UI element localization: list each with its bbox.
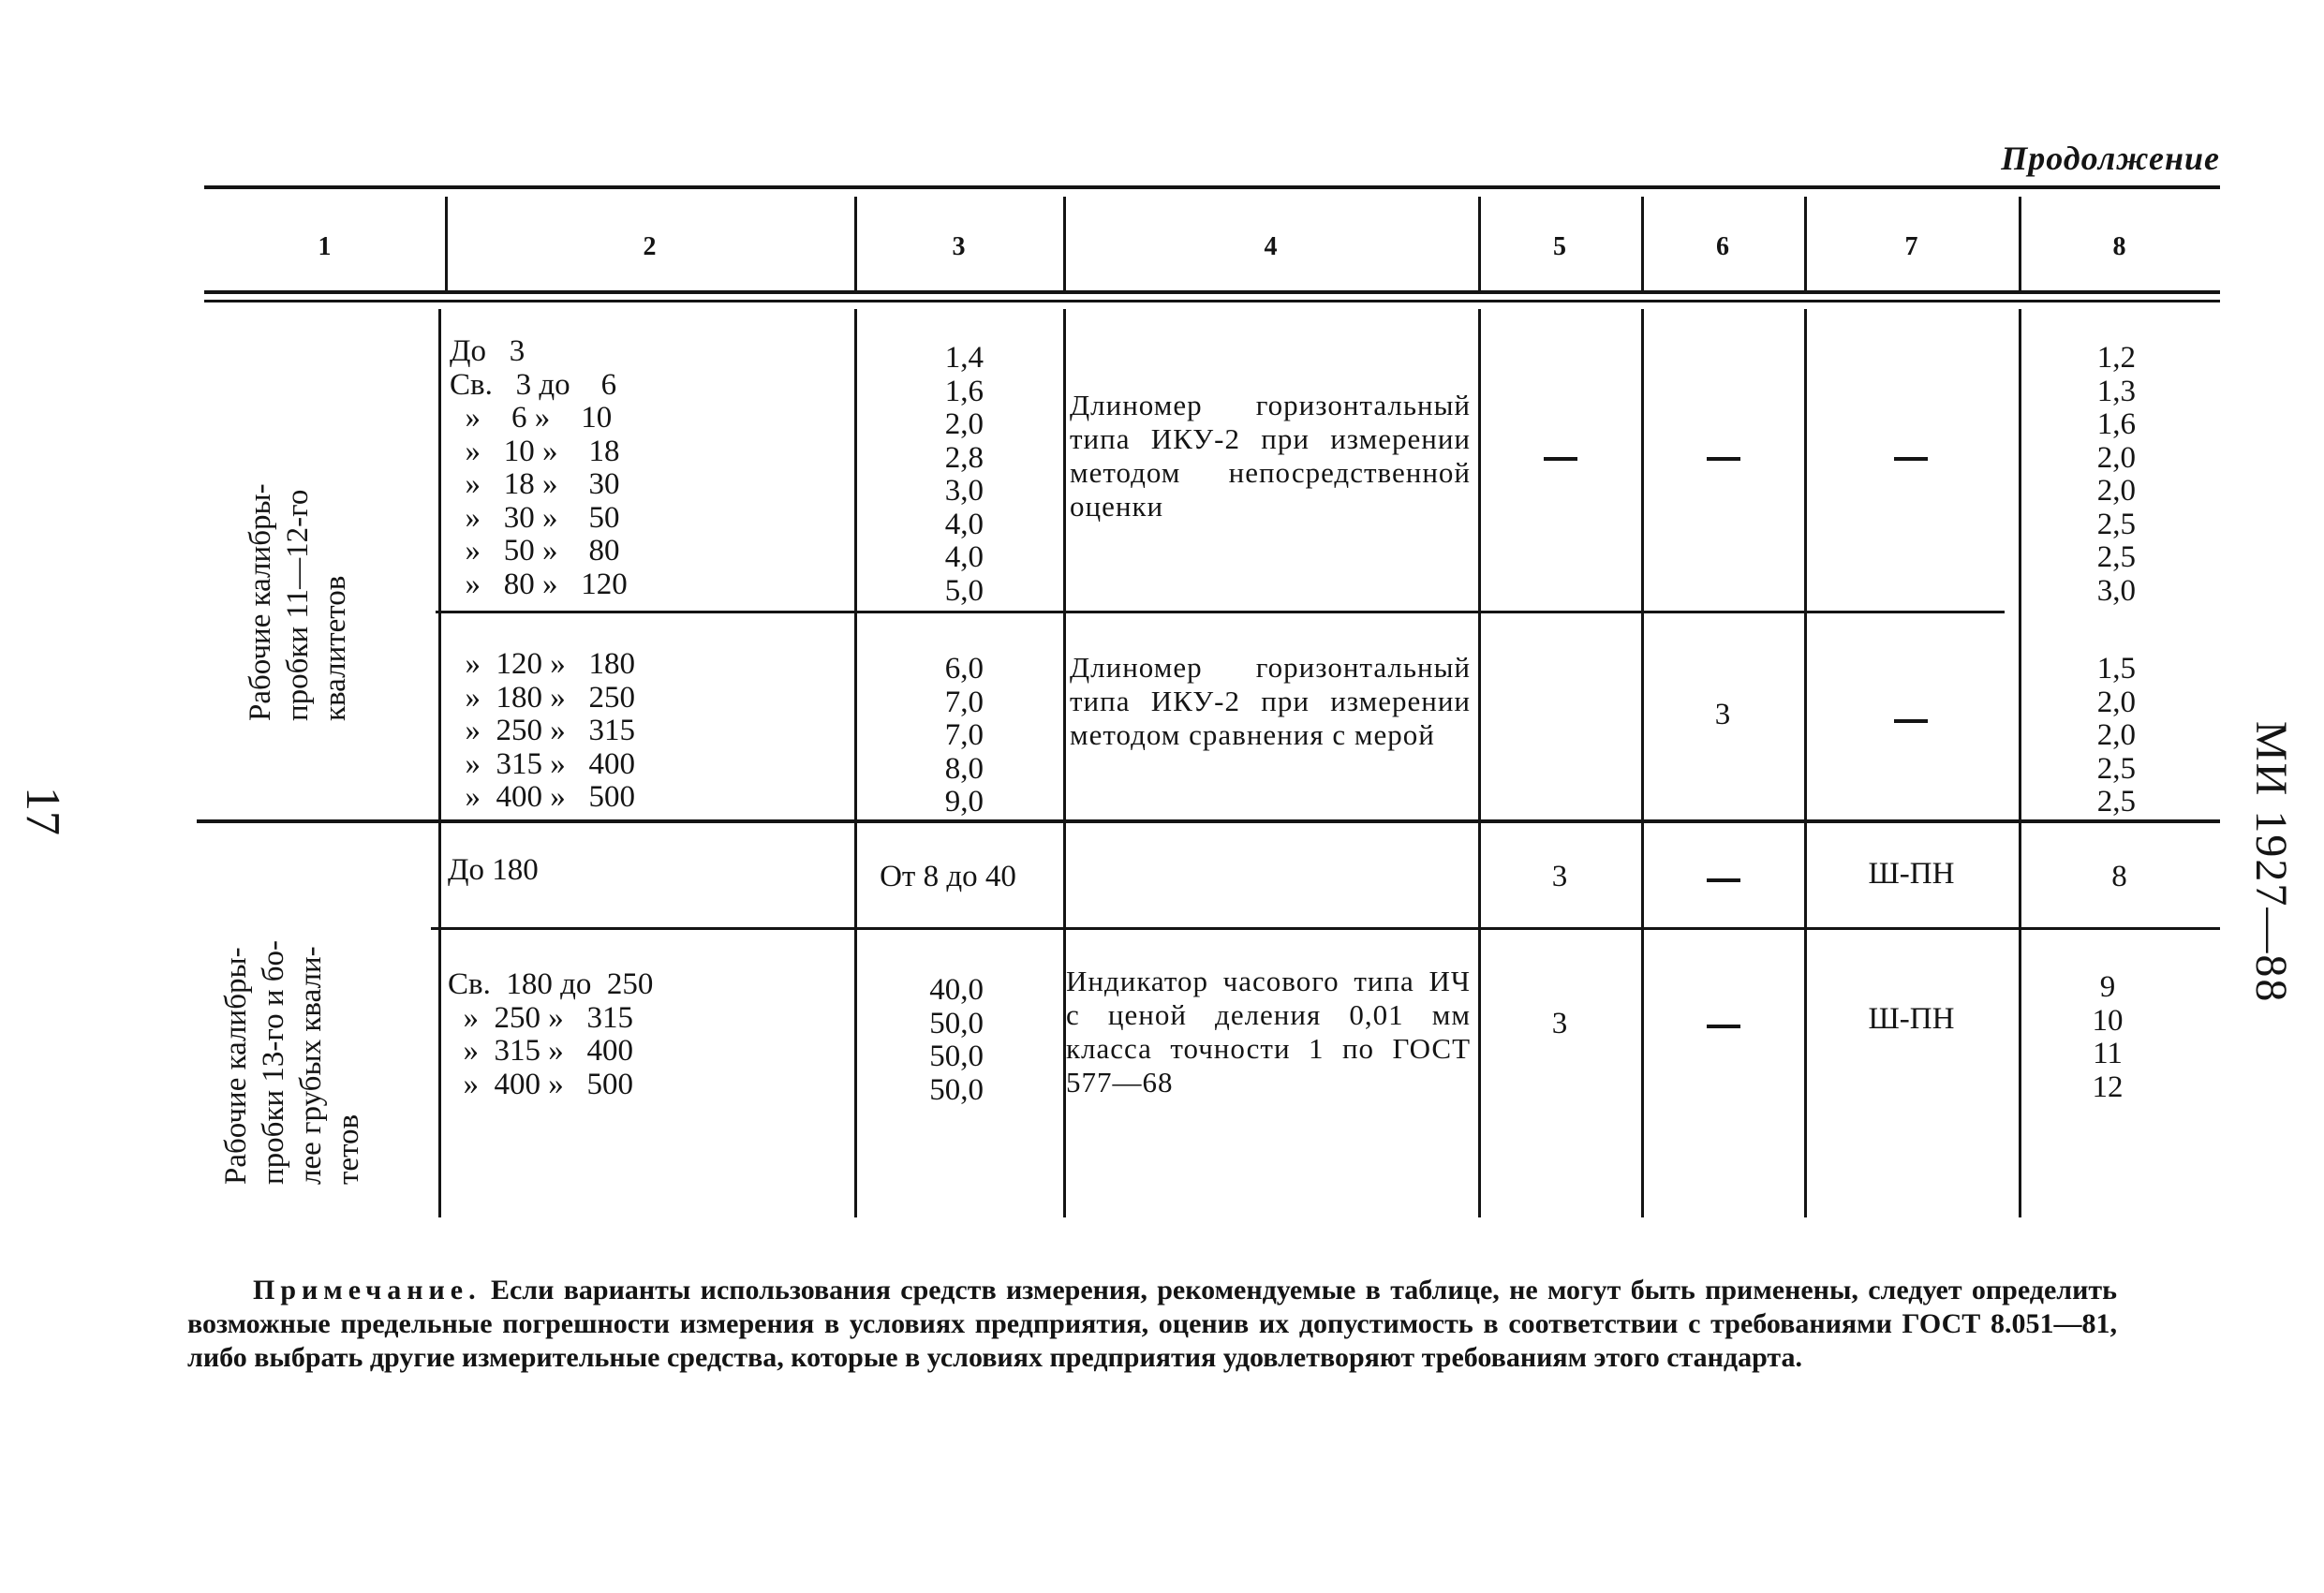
limit-value: 2,5 xyxy=(2096,785,2136,819)
limit-value: 3,0 xyxy=(2096,573,2136,608)
limit-value: 2,5 xyxy=(2096,540,2136,574)
limit-value: 9 xyxy=(2099,970,2116,1004)
column-rule xyxy=(1478,309,1481,1217)
error-value: 4,0 xyxy=(944,507,984,541)
instrument-description: Длиномер горизонтальный типа ИКУ-2 при измерении методом непосредственной оценки xyxy=(1070,389,1471,523)
column-number: 1 xyxy=(318,232,332,261)
error-value: 50,0 xyxy=(929,1006,984,1040)
continuation-label: Продолжение xyxy=(2001,140,2220,177)
size-range: » 250 » 315 xyxy=(448,1000,633,1035)
column-number: 5 xyxy=(1553,232,1566,261)
col7-value: Ш-ПН xyxy=(1868,857,1955,891)
error-value: 7,0 xyxy=(944,718,984,752)
error-value: 7,0 xyxy=(944,685,984,719)
error-value: 50,0 xyxy=(929,1072,984,1107)
group-title-line: Рабочие калибры- xyxy=(244,483,277,721)
error-value: 50,0 xyxy=(929,1040,984,1073)
error-value: 9,0 xyxy=(944,785,984,819)
note-label: Примечание. xyxy=(253,1275,481,1305)
limit-value: 8 xyxy=(2111,860,2127,893)
limit-value: 2,5 xyxy=(2096,751,2136,786)
error-value: 6,0 xyxy=(944,652,984,686)
header-bottom-rule-2 xyxy=(204,300,2220,302)
col7-value: Ш-ПН xyxy=(1868,1002,1955,1036)
size-range-list xyxy=(448,854,841,888)
group-title-line: тетов xyxy=(332,1114,365,1185)
column-number: 6 xyxy=(1716,232,1729,261)
size-range: » 120 » 180 xyxy=(450,647,635,681)
column-number: 3 xyxy=(952,232,966,261)
column-number: 2 xyxy=(643,232,657,261)
limit-value: 2,0 xyxy=(2096,474,2136,508)
limit-value: 10 xyxy=(2092,1003,2124,1038)
col6-dash xyxy=(1707,457,1740,461)
error-value: 1,6 xyxy=(944,374,984,408)
column-number: 8 xyxy=(2112,232,2126,261)
size-range: » 400 » 500 xyxy=(448,1067,633,1101)
group-title-line: пробки 11—12-го xyxy=(281,489,315,721)
error-value-list xyxy=(862,653,984,819)
error-value: 3,0 xyxy=(944,474,984,508)
table-top-rule xyxy=(204,185,2220,189)
group-title-line: квалитетов xyxy=(318,575,352,721)
limit-value: 2,5 xyxy=(2096,507,2136,541)
size-range: » 315 » 400 xyxy=(450,746,635,781)
size-range: Св. 3 до 6 xyxy=(450,367,617,402)
size-range: » 30 » 50 xyxy=(450,500,620,535)
col5-value: 3 xyxy=(1551,1007,1568,1040)
document-code: МИ 1927—88 xyxy=(2246,721,2296,1004)
error-value-list xyxy=(862,974,984,1107)
size-range-list xyxy=(450,335,843,601)
instrument-description: Длиномер горизонтальный типа ИКУ-2 при измерении методом сравнения с мерой xyxy=(1070,651,1471,751)
limit-value-list xyxy=(2023,342,2136,608)
error-value: 40,0 xyxy=(929,973,984,1007)
size-range: » 80 » 120 xyxy=(450,567,628,601)
size-range-list xyxy=(450,648,843,815)
col5-value: 3 xyxy=(1551,860,1568,893)
size-range-list xyxy=(448,968,841,1101)
group-divider xyxy=(197,819,2220,823)
group-title xyxy=(242,483,354,721)
group-title-line: Рабочие калибры- xyxy=(219,947,253,1185)
size-range: » 180 » 250 xyxy=(450,680,635,715)
page-number: 17 xyxy=(16,787,69,835)
limit-value: 1,6 xyxy=(2096,407,2136,441)
limit-value: 12 xyxy=(2092,1069,2124,1104)
col7-dash xyxy=(1894,719,1928,723)
group-title-line: лее грубых квали- xyxy=(294,946,328,1185)
error-value: 4,0 xyxy=(944,540,984,574)
col5-dash xyxy=(1544,457,1577,461)
limit-value: 2,0 xyxy=(2096,440,2136,475)
error-value: 5,0 xyxy=(944,573,984,608)
col7-dash xyxy=(1894,457,1928,461)
column-rule xyxy=(2019,309,2021,1217)
limit-value: 11 xyxy=(2093,1037,2123,1070)
size-range: » 10 » 18 xyxy=(450,434,620,468)
error-range: От 8 до 40 xyxy=(880,860,1016,893)
error-value: 1,4 xyxy=(944,341,984,375)
column-rule xyxy=(854,309,857,1217)
error-value: 2,8 xyxy=(944,440,984,475)
instrument-description: Индикатор часового типа ИЧ с ценой деления 0,01 мм класса точности 1 по ГОСТ 577—68 xyxy=(1066,965,1471,1099)
limit-value: 2,0 xyxy=(2096,685,2136,719)
size-range: » 400 » 500 xyxy=(450,780,635,814)
limit-value: 2,0 xyxy=(2096,718,2136,752)
size-range: До 3 xyxy=(450,334,525,368)
col6-dash xyxy=(1707,1025,1740,1028)
size-range: » 6 » 10 xyxy=(450,401,613,435)
error-value: 8,0 xyxy=(944,751,984,786)
row-divider xyxy=(436,611,2005,613)
header-bottom-rule xyxy=(204,290,2220,294)
size-range: » 250 » 315 xyxy=(450,714,635,747)
group-title xyxy=(217,940,367,1185)
col6-dash xyxy=(1707,878,1740,882)
limit-value-list xyxy=(2023,653,2136,819)
size-range: » 315 » 400 xyxy=(448,1034,633,1068)
limit-value: 1,3 xyxy=(2096,374,2136,408)
table-note xyxy=(187,1274,2117,1375)
group-title-line: пробки 13-го и бо- xyxy=(257,939,290,1185)
size-range: » 18 » 30 xyxy=(450,467,620,501)
size-range: » 50 » 80 xyxy=(450,534,620,568)
row-divider xyxy=(431,927,2220,930)
column-number: 7 xyxy=(1904,232,1918,261)
error-value-list xyxy=(862,342,984,608)
error-value: 2,0 xyxy=(944,407,984,441)
limit-value: 1,5 xyxy=(2096,652,2136,686)
size-range: До 180 xyxy=(448,853,539,887)
col6-value: 3 xyxy=(1714,698,1731,731)
column-rule xyxy=(1804,309,1807,1217)
limit-value-list xyxy=(2070,971,2145,1104)
column-rule xyxy=(438,309,441,1217)
column-rule xyxy=(1641,309,1644,1217)
note-text: Если варианты использования средств измерения, рекомендуемые в таблице, не могут быть применены, следует определить возможные предельные погрешности измерения в условиях предприятия, оценив их допустимость в соответствии с требованиями ГОСТ 8.051—81, либо выбрать другие измерительные средства, которые в условиях предприятия удовлетворяют требованиям этого стандарта. xyxy=(187,1275,2117,1373)
size-range: Св. 180 до 250 xyxy=(448,967,654,1001)
column-number: 4 xyxy=(1264,232,1278,261)
limit-value: 1,2 xyxy=(2096,341,2136,375)
